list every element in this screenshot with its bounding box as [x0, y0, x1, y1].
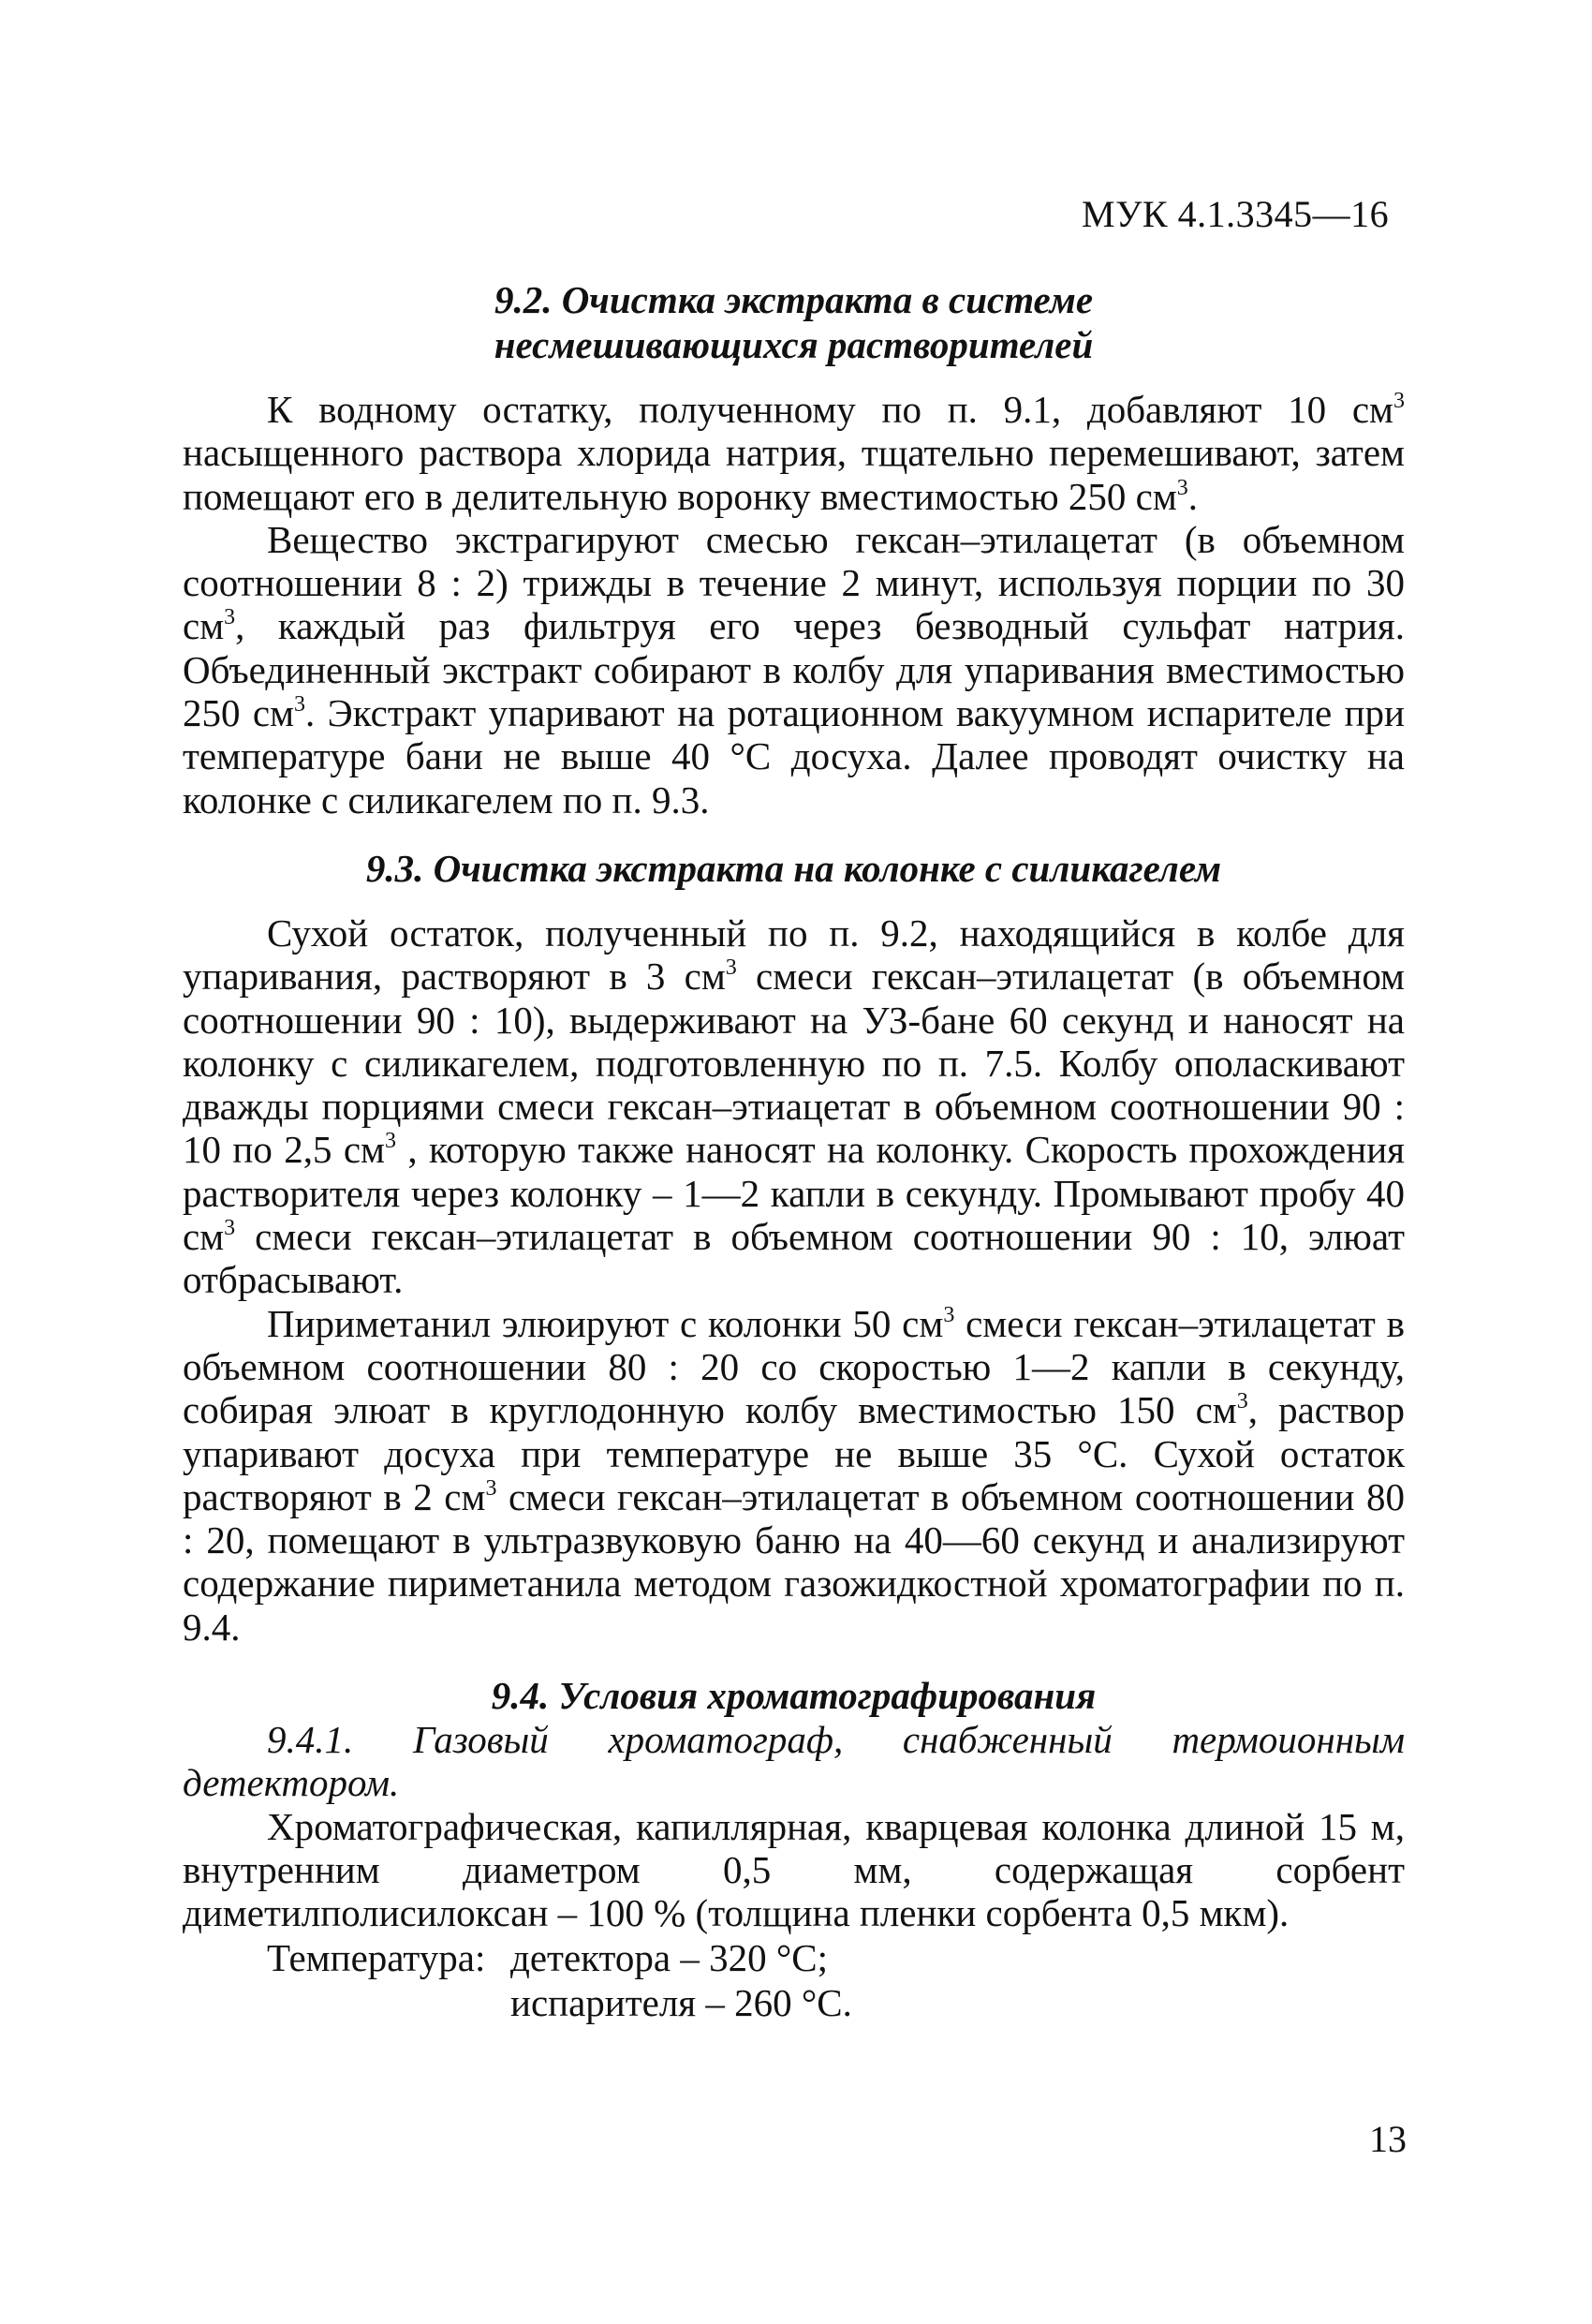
section-9-2-title-line2: несмешивающихся растворителей	[494, 323, 1094, 366]
page-number: 13	[1369, 2118, 1407, 2160]
section-9-3-paragraph-1: Сухой остаток, полученный по п. 9.2, находящийся в колбе для упаривания, растворяют в 3 $см^3$ смеси гексан–этилацетат (в объемном соотношении 90 : 10), выдерживают на УЗ-бане 60 секунд и наносят на колонку с силикагелем, подготовленную по п. 7.5. Колбу ополаскивают дважды порциями смеси гексан–этиацетат в объемном соотношении 90 : 10 по 2,5 $см^3$ , которую также наносят на колонку. Скорость прохождения растворителя через колонку – 1—2 капли в секунду. Промывают пробу 40 $см^3$ смеси гексан–этилацетат в объемном соотношении 90 : 10, элюат отбрасывают.	[183, 910, 1405, 1302]
document-id: МУК 4.1.3345—16	[1082, 193, 1390, 235]
section-9-2-paragraph-1: К водному остатку, полученному по п. 9.1, добавляют 10 $см^3$ насыщенного раствора хлорида натрия, тщательно перемешивают, затем помещают его в делительную воронку вместимостью 250 $см^3$.	[183, 388, 1405, 518]
section-9-2-title-line1: 9.2. Очистка экстракта в системе	[494, 278, 1094, 321]
section-9-2-title	[183, 277, 1405, 367]
temperature-row-detector	[183, 1935, 1405, 1980]
section-9-4-title: 9.4. Условия хроматографирования	[491, 1674, 1097, 1718]
section-9-3-paragraph-2: Пириметанил элюируют с колонки 50 $см^3$ смеси гексан–этилацетат в объемном соотношении 80 : 20 со скоростью 1—2 капли в секунду, собирая элюат в круглодонную колбу вместимостью 150 $см^3$, раствор упаривают досуха при температуре не выше 35 °С. Сухой остаток растворяют в 2 $см^3$ смеси гексан–этилацетат в объемном соотношении 80 : 20, помещают в ультразвуковую баню на 40—60 секунд и анализируют содержание пириметанила методом газожидкостной хроматографии по п. 9.4.	[183, 1301, 1405, 1649]
section-9-3-title: 9.3. Очистка экстракта на колонке с силикагелем	[365, 846, 1222, 890]
subsection-9-4-1: 9.4.1. Газовый хроматограф, снабженный термоионным детектором.	[183, 1718, 1405, 1805]
temperature-row-evaporator	[183, 1980, 1405, 2025]
temperature-label: Температура:	[267, 1935, 486, 1979]
temperature-detector: детектора – 320 °С;	[510, 1935, 829, 1979]
section-9-4-paragraph-1: Хроматографическая, капиллярная, кварцевая колонка длиной 15 м, внутренним диаметром 0,5 мм, содержащая сорбент диметилполисилоксан – 100 % (толщина пленки сорбента 0,5 мкм).	[183, 1804, 1405, 1935]
temperature-evaporator: испарителя – 260 °С.	[510, 1980, 852, 2024]
section-9-2-paragraph-2: Вещество экстрагируют смесью гексан–этилацетат (в объемном соотношении 8 : 2) трижды в течение 2 минут, используя порции по 30 $см^3$, каждый раз фильтруя его через безводный сульфат натрия. Объединенный экстракт собирают в колбу для упаривания вместимостью 250 $см^3$. Экстракт упаривают на ротационном вакуумном испарителе при температуре бани не выше 40 °С досуха. Далее проводят очистку на колонке с силикагелем по п. 9.3.	[183, 517, 1405, 822]
text-column	[183, 277, 1405, 2025]
